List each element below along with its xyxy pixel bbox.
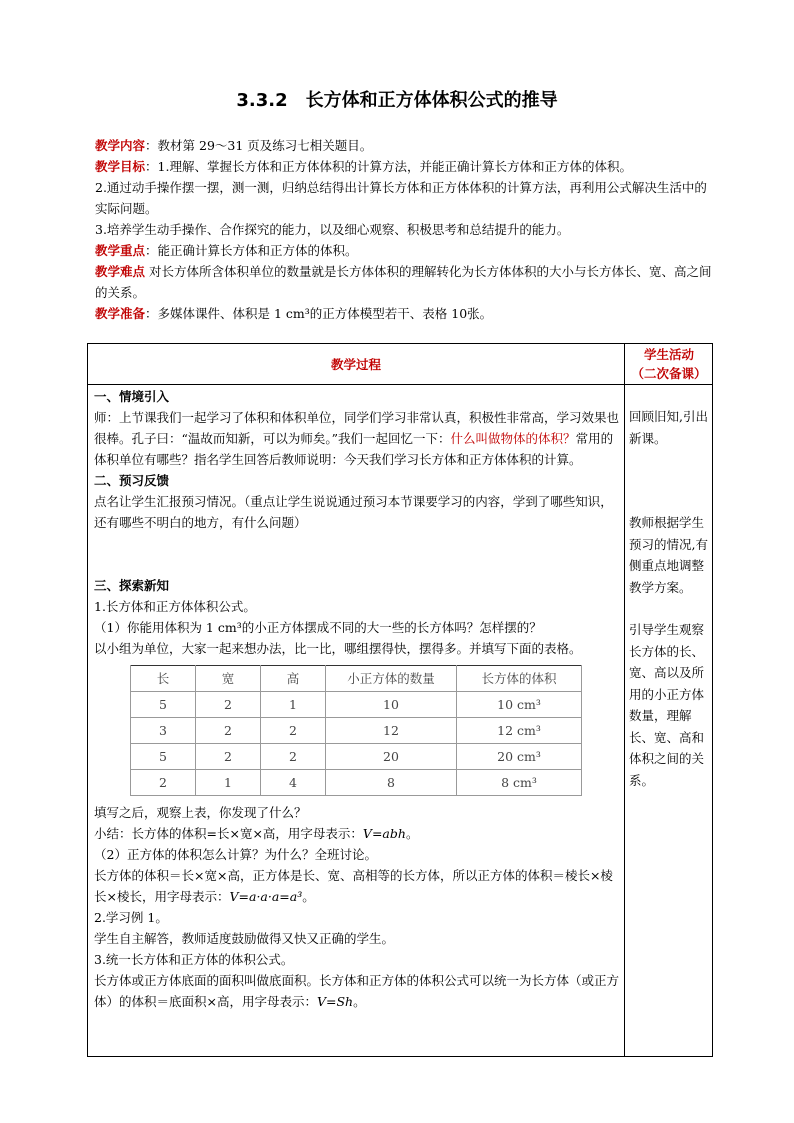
lesson-goal-3: 3.培养学生动手操作、合作探究的能力，以及细心观察、积极思考和总结提升的能力。 bbox=[95, 222, 570, 237]
table-row: 3 2 2 12 12 cm³ bbox=[131, 718, 582, 744]
lesson-overview bbox=[95, 135, 715, 324]
paragraph: 3.统一长方体和正方体的体积公式。 bbox=[94, 952, 294, 967]
table-row: 5 2 1 10 10 cm³ bbox=[131, 692, 582, 718]
lesson-process-table bbox=[87, 343, 713, 1057]
section-title: 二、预习反馈 bbox=[94, 473, 170, 488]
paragraph: 以小组为单位，大家一起来想办法，比一比，哪组摆得快，摆得多。并填写下面的表格。 bbox=[94, 641, 582, 656]
paragraph: （1）你能用体积为 1 cm³的小正方体摆成不同的大一些的长方体吗？怎样摆的？ bbox=[94, 620, 542, 635]
cube-count-table bbox=[130, 665, 582, 796]
table-header-row: 长 宽 高 小正方体的数量 长方体的体积 bbox=[131, 666, 582, 692]
paragraph: （2）正方体的体积怎么计算？为什么？全班讨论。 bbox=[94, 847, 377, 862]
column-divider bbox=[624, 344, 625, 1056]
student-activity-1: 回顾旧知,引出新课。 bbox=[629, 409, 708, 446]
paragraph: 小结：长方体的体积=长×宽×高，用字母表示：V=abh。 bbox=[94, 826, 419, 841]
lesson-difficulty: 教学难点 对长方体所含体积单位的数量就是长方体体积的理解转化为长方体体积的大小与长方体长、宽、高之间的关系。 bbox=[95, 264, 712, 300]
lesson-goal: 教学目标：1.理解、掌握长方体和正方体体积的计算方法，并能正确计算长方体和正方体的体积。 bbox=[95, 159, 632, 174]
lesson-goal-2: 2.通过动手操作摆一摆，测一测，归纳总结得出计算长方体和正方体体积的计算方法，再利用公式解决生活中的实际问题。 bbox=[95, 180, 707, 216]
student-activity-header: 学生活动 （二次备课） bbox=[631, 347, 707, 381]
paragraph: 师：上节课我们一起学习了体积和体积单位，同学们学习非常认真，积极性非常高，学习效果也很棒。孔子曰：“温故而知新，可以为师矣。”我们一起回忆一下：什么叫做物体的体积？常用的体积单位有哪些？指名学生回答后教师说明：今天我们学习长方体和正方体体积的计算。 bbox=[94, 410, 620, 467]
paragraph: 1.长方体和正方体体积公式。 bbox=[94, 599, 256, 614]
page-title: 3.3.2 长方体和正方体体积公式的推导 bbox=[236, 90, 558, 111]
paragraph: 长方体的体积＝长×宽×高，正方体是长、宽、高相等的长方体，所以正方体的体积＝棱长×棱长×棱长，用字母表示：V=a·a·a=a³。 bbox=[94, 868, 613, 904]
lesson-key-point: 教学重点：能正确计算长方体和正方体的体积。 bbox=[95, 243, 358, 258]
paragraph: 2.学习例 1。 bbox=[94, 910, 168, 925]
student-activity-3: 引导学生观察长方体的长、宽、高以及所用的小正方体数量，理解长、宽、高和体积之间的关系。 bbox=[629, 622, 705, 788]
section-title: 一、情境引入 bbox=[94, 389, 170, 404]
header-divider bbox=[88, 384, 712, 385]
process-content bbox=[94, 386, 620, 1012]
student-activity-2: 教师根据学生预习的情况,有侧重点地调整教学方案。 bbox=[629, 515, 708, 595]
paragraph: 学生自主解答，教师适度鼓励做得又快又正确的学生。 bbox=[94, 931, 395, 946]
section-title: 三、探索新知 bbox=[94, 578, 170, 593]
process-header: 教学过程 bbox=[330, 357, 381, 372]
lesson-preparation: 教学准备：多媒体课件、体积是 1 cm³的正方体模型若干、表格 10张。 bbox=[95, 306, 493, 321]
paragraph: 长方体或正方体底面的面积叫做底面积。长方体和正方体的体积公式可以统一为长方体（或正方体）的体积＝底面积×高，用字母表示：V=Sh。 bbox=[94, 973, 620, 1009]
table-row: 5 2 2 20 20 cm³ bbox=[131, 744, 582, 770]
table-row: 2 1 4 8 8 cm³ bbox=[131, 770, 582, 796]
lesson-content: 教学内容：教材第 29～31 页及练习七相关题目。 bbox=[95, 138, 373, 153]
paragraph: 填写之后，观察上表，你发现了什么？ bbox=[94, 805, 307, 820]
paragraph: 点名让学生汇报预习情况。（重点让学生说说通过预习本节课要学习的内容，学到了哪些知识，还有哪些不明白的地方，有什么问题） bbox=[94, 494, 613, 530]
